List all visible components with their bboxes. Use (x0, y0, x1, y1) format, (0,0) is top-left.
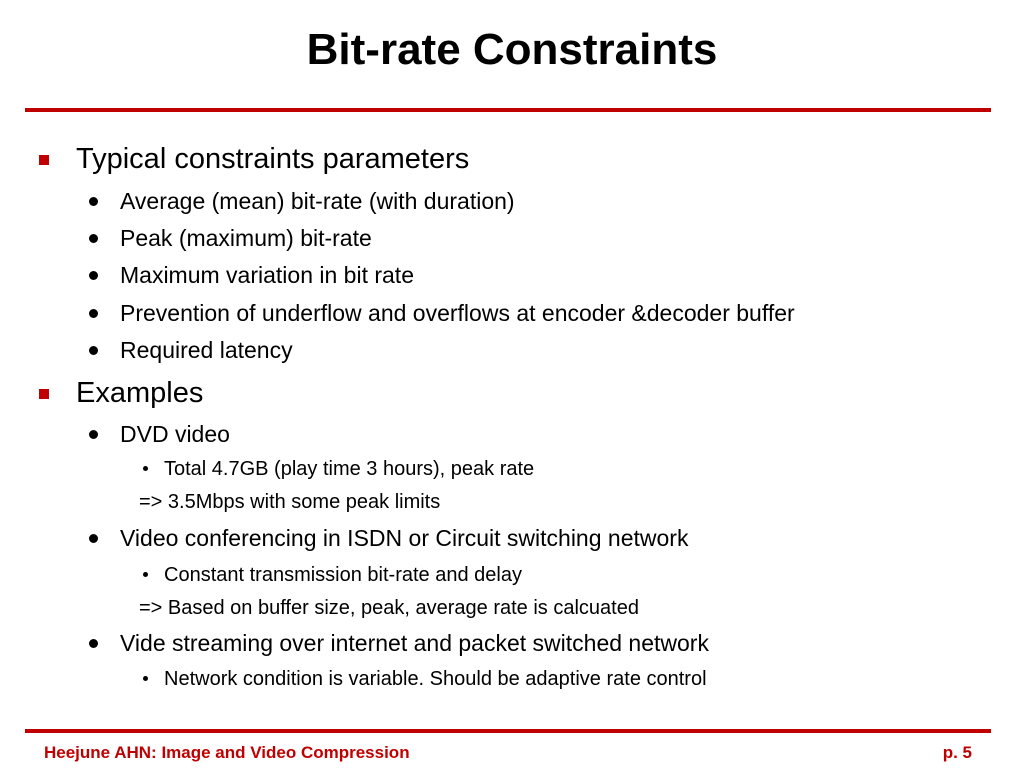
square-bullet-icon (39, 155, 49, 165)
list-item: Average (mean) bit-rate (with duration) (120, 188, 515, 214)
small-bullet-icon (143, 572, 148, 577)
section-heading: Typical constraints parameters (76, 143, 470, 175)
sub-list-item: Total 4.7GB (play time 3 hours), peak rate (164, 458, 535, 480)
page-number: p. 5 (942, 743, 972, 762)
dot-bullet-icon (89, 234, 98, 243)
square-bullet-icon (39, 389, 49, 399)
small-bullet-icon (143, 676, 148, 681)
list-item: Maximum variation in bit rate (120, 262, 414, 288)
title-divider (25, 108, 991, 112)
list-item: Video conferencing in ISDN or Circuit switching network (120, 525, 689, 551)
dot-bullet-icon (89, 534, 98, 543)
slide-title: Bit-rate Constraints (306, 25, 718, 74)
sub-list-item: Constant transmission bit-rate and delay (164, 564, 522, 586)
dot-bullet-icon (89, 309, 98, 318)
dot-bullet-icon (89, 197, 98, 206)
footer-course-title: Heejune AHN: Image and Video Compression (44, 743, 410, 762)
continuation-line: => Based on buffer size, peak, average rate is calcuated (139, 597, 639, 619)
list-item: Peak (maximum) bit-rate (120, 225, 372, 251)
sub-list-item: Network condition is variable. Should be adaptive rate control (164, 668, 707, 690)
list-item: DVD video (120, 421, 230, 447)
small-bullet-icon (143, 466, 148, 471)
list-item: Vide streaming over internet and packet switched network (120, 630, 709, 656)
list-item: Required latency (120, 337, 293, 363)
continuation-line: => 3.5Mbps with some peak limits (139, 491, 441, 513)
dot-bullet-icon (89, 271, 98, 280)
dot-bullet-icon (89, 430, 98, 439)
dot-bullet-icon (89, 346, 98, 355)
list-item: Prevention of underflow and overflows at encoder &decoder buffer (120, 300, 795, 326)
dot-bullet-icon (89, 639, 98, 648)
section-heading: Examples (76, 377, 204, 409)
footer-divider (25, 729, 991, 733)
